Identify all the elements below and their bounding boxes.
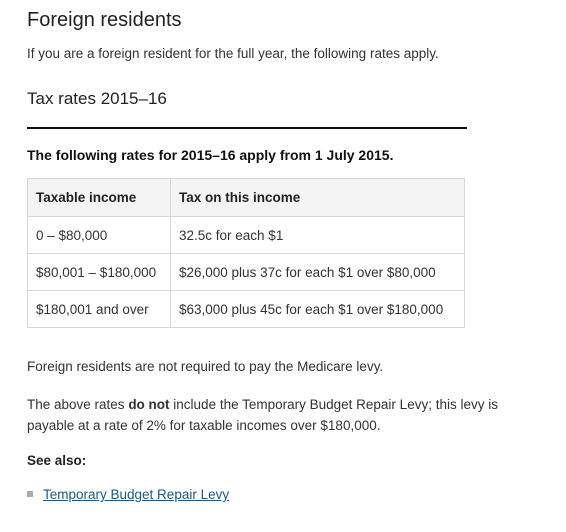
column-header-tax-on-income: Tax on this income	[171, 179, 465, 217]
table-cell-income: $80,001 – $180,000	[28, 254, 171, 291]
page-title: Foreign residents	[27, 9, 182, 31]
table-cell-income: $180,001 and over	[28, 291, 171, 328]
column-header-taxable-income: Taxable income	[28, 179, 171, 217]
levy-note-after: include the Temporary Budget Repair Levy; this levy is payable at a rate of 2% for taxable incomes over $180,000.	[27, 397, 498, 433]
levy-note	[27, 394, 537, 436]
tax-rates-table	[27, 178, 465, 328]
table-header-row	[28, 179, 465, 217]
see-also-label: See also:	[27, 453, 87, 468]
table-row	[28, 217, 465, 254]
list-item	[27, 487, 229, 502]
table-cell-tax: $26,000 plus 37c for each $1 over $80,000	[171, 254, 465, 291]
intro-text: If you are a foreign resident for the full year, the following rates apply.	[27, 46, 439, 61]
square-bullet-icon	[27, 491, 33, 497]
rates-lead-text: The following rates for 2015–16 apply from 1 July 2015.	[27, 147, 394, 163]
table-row	[28, 291, 465, 328]
table-cell-tax: $63,000 plus 45c for each $1 over $180,000	[171, 291, 465, 328]
medicare-note: Foreign residents are not required to pay the Medicare levy.	[27, 359, 384, 374]
table-cell-tax: 32.5c for each $1	[171, 217, 465, 254]
temporary-budget-repair-levy-link[interactable]: Temporary Budget Repair Levy	[43, 487, 230, 502]
levy-note-before: The above rates	[27, 397, 129, 412]
table-cell-income: 0 – $80,000	[28, 217, 171, 254]
section-title: Tax rates 2015–16	[27, 89, 167, 108]
table-row	[28, 254, 465, 291]
levy-note-emphasis: do not	[128, 397, 170, 412]
section-divider	[27, 127, 467, 129]
